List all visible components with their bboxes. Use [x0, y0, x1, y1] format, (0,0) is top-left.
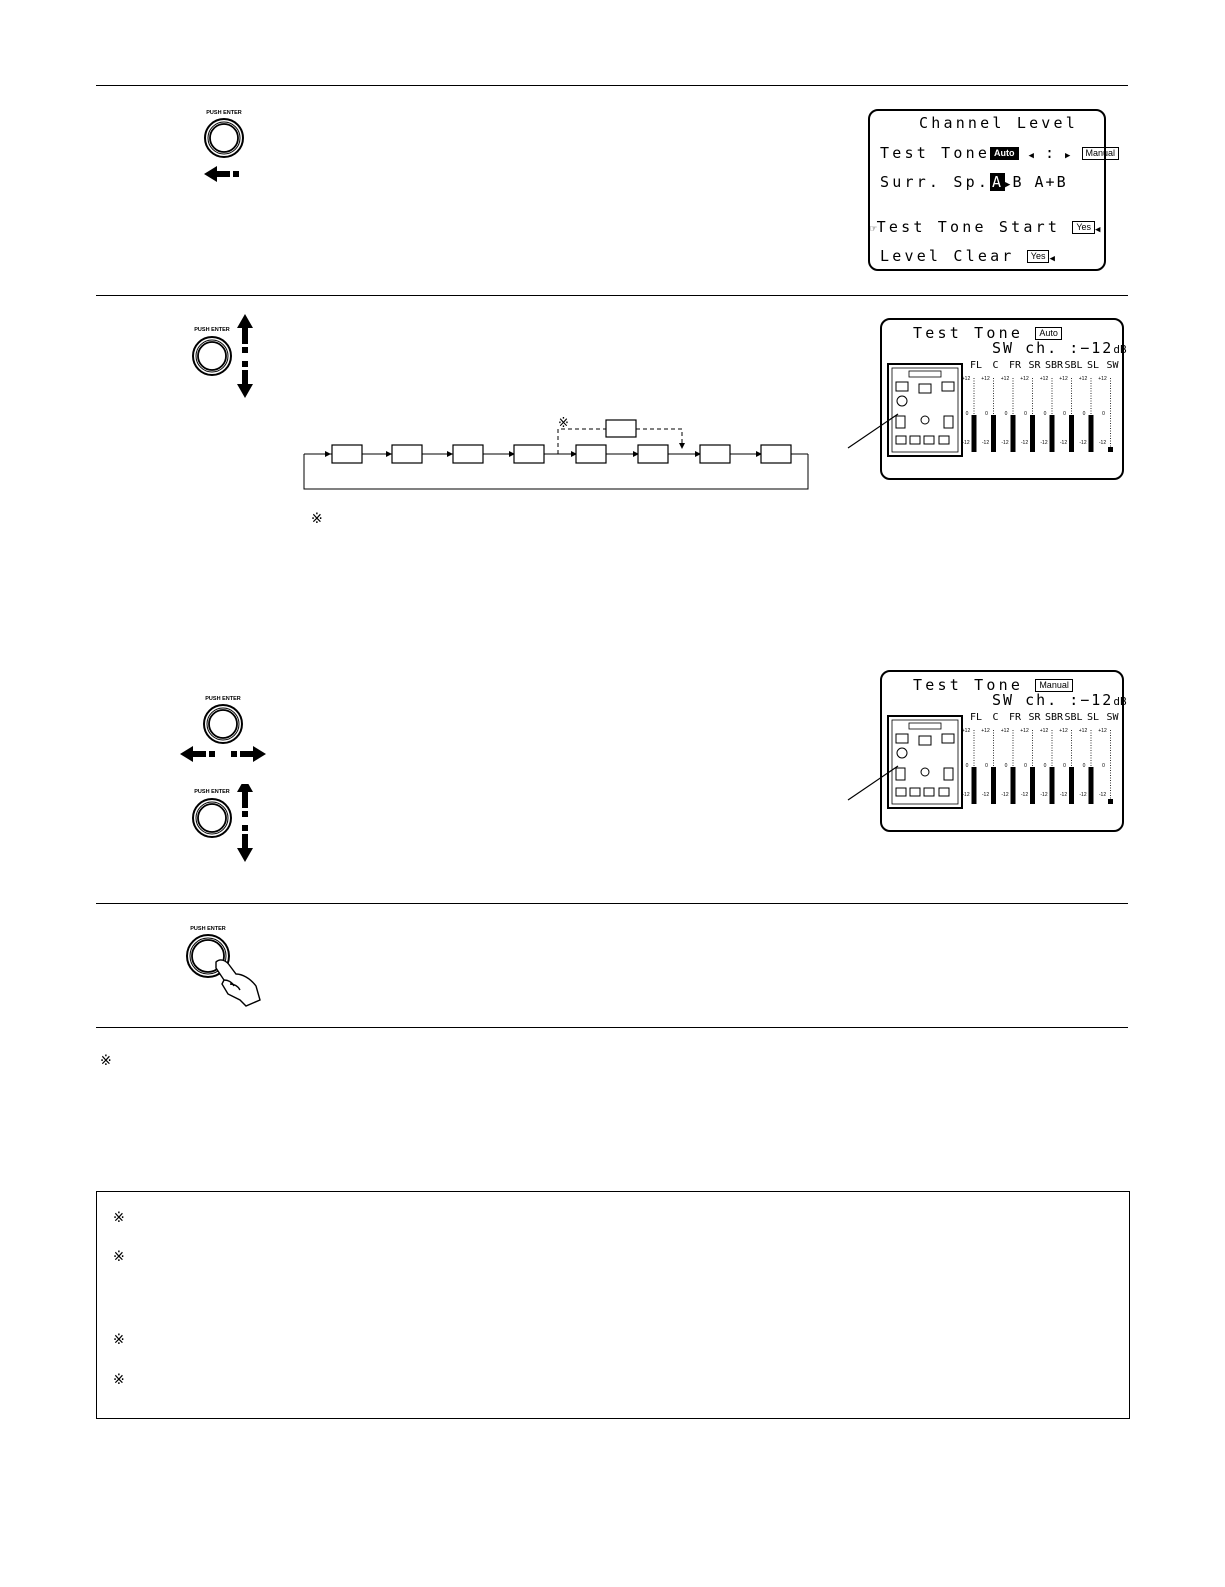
scale-mid-label: 0	[1004, 763, 1008, 769]
step2-knob-group	[190, 312, 270, 402]
knob-icon	[205, 119, 243, 157]
meter-bar	[1108, 799, 1113, 804]
lcd1-surr-values	[990, 173, 1068, 191]
scale-top-label: +12	[1020, 728, 1029, 734]
arrow-left-small-icon: ◀	[1049, 254, 1055, 264]
flow-box-optional	[606, 420, 636, 437]
channel-label: C	[992, 712, 999, 723]
channel-label: SBR	[1044, 360, 1064, 371]
lcd1-test-tone-values	[990, 144, 1119, 162]
meter-bar	[991, 767, 996, 804]
scale-top-label: +12	[1059, 728, 1068, 734]
meter-bar	[1011, 415, 1016, 452]
lcd2-readout: SW ch. :−12	[992, 339, 1114, 357]
scale-top-label: +12	[1098, 376, 1107, 382]
scale-top-label: +12	[981, 728, 990, 734]
lcd-test-tone-manual	[880, 670, 1127, 832]
step4-knob-press	[184, 924, 274, 1008]
scale-top-label: +12	[981, 376, 990, 382]
scale-top-label: +12	[961, 376, 971, 382]
channel-label: SR	[1028, 360, 1041, 371]
scale-mid-label: 0	[1024, 763, 1027, 769]
lcd-channel-level	[868, 109, 1116, 271]
channel-label: FL	[969, 360, 983, 371]
scale-bottom-label: -12	[981, 440, 990, 446]
channel-flow-diagram	[300, 410, 830, 496]
arrow-left-small-icon: ◀	[1028, 151, 1035, 161]
lcd3-callout-line	[846, 762, 906, 802]
knob-label: PUSH ENTER	[206, 110, 242, 116]
lcd1-surr-label: Surr. Sp.	[880, 173, 991, 191]
scale-bottom-label: -12	[1001, 440, 1009, 446]
arrow-down-icon	[237, 361, 253, 398]
lcd1-test-tone-label: Test Tone	[880, 144, 991, 162]
scale-top-label: +12	[1078, 728, 1088, 734]
note-mark: ※	[100, 1053, 112, 1069]
scale-top-label: +12	[1000, 728, 1010, 734]
scale-bottom-label: -12	[1079, 792, 1087, 798]
arrow-right-small-icon: ▶	[1005, 180, 1013, 190]
scale-top-label: +12	[1039, 376, 1049, 382]
scale-mid-label: 0	[1102, 763, 1105, 769]
note-mark: ※	[311, 511, 323, 527]
meter-bar	[1069, 767, 1074, 804]
section-rule-4	[96, 1027, 1128, 1028]
scale-bottom-label: -12	[1059, 440, 1068, 446]
scale-bottom-label: -12	[962, 440, 970, 446]
scale-bottom-label: -12	[981, 792, 990, 798]
channel-label: FL	[969, 712, 983, 723]
scale-mid-label: 0	[1063, 411, 1066, 417]
knob-label: PUSH ENTER	[194, 789, 230, 795]
meter-bar	[1089, 415, 1094, 452]
scale-mid-label: 0	[1024, 411, 1027, 417]
step1-knob-group	[186, 108, 266, 188]
lcd2-title: Test Tone	[913, 324, 1024, 342]
arrow-left-icon	[180, 746, 215, 762]
meter-bar	[1050, 415, 1055, 452]
scale-mid-label: 0	[985, 763, 988, 769]
note-mark: ※	[113, 1332, 125, 1348]
lcd3-mode-badge: Manual	[1035, 679, 1073, 692]
meter-bar	[1069, 415, 1074, 452]
scale-mid-label: 0	[1082, 411, 1086, 417]
arrow-right-small-icon: ▶	[1065, 151, 1072, 161]
scale-bottom-label: -12	[1098, 440, 1107, 446]
knob-label: PUSH ENTER	[190, 926, 226, 932]
pointer-hand-icon: ☞	[870, 222, 877, 235]
arrow-up-icon	[237, 314, 253, 353]
channel-label: SL	[1086, 712, 1100, 723]
scale-bottom-label: -12	[1079, 440, 1087, 446]
meter-bar	[1089, 767, 1094, 804]
lcd3-meter-area	[882, 710, 1122, 828]
scale-bottom-label: -12	[1040, 792, 1048, 798]
step3-knob-left-right	[178, 694, 278, 769]
scale-bottom-label: -12	[1020, 792, 1029, 798]
knob-icon	[193, 799, 231, 837]
scale-bottom-label: -12	[962, 792, 970, 798]
knob-icon	[193, 337, 231, 375]
scale-mid-label: 0	[965, 763, 969, 769]
scale-top-label: +12	[1078, 376, 1088, 382]
lcd1-start-label: Test Tone Start	[876, 218, 1061, 236]
scale-mid-label: 0	[1043, 763, 1047, 769]
meter-bar	[1030, 415, 1035, 452]
scale-top-label: +12	[1039, 728, 1049, 734]
scale-mid-label: 0	[965, 411, 969, 417]
scale-top-label: +12	[961, 728, 971, 734]
scale-top-label: +12	[1020, 376, 1029, 382]
section-rule-3	[96, 903, 1128, 904]
channel-label: SBL	[1064, 360, 1083, 371]
knob-label: PUSH ENTER	[194, 327, 230, 333]
scale-top-label: +12	[1059, 376, 1068, 382]
meter-bar	[991, 415, 996, 452]
channel-label: SBL	[1064, 712, 1083, 723]
lcd2-callout-line	[846, 410, 906, 450]
scale-bottom-label: -12	[1098, 792, 1107, 798]
scale-top-label: +12	[1000, 376, 1010, 382]
note-mark: ※	[558, 416, 569, 431]
lcd1-start-row	[870, 218, 1100, 236]
lcd3-title: Test Tone	[913, 676, 1024, 694]
flow-return-line	[304, 454, 808, 489]
arrow-up-icon	[237, 784, 253, 817]
scale-mid-label: 0	[1043, 411, 1047, 417]
note-mark: ※	[113, 1372, 125, 1388]
arrow-down-icon	[237, 825, 253, 862]
channel-label: SR	[1028, 712, 1041, 723]
meter-bar	[972, 767, 977, 804]
test-tone-manual-badge: Manual	[1082, 147, 1120, 160]
scale-mid-label: 0	[985, 411, 988, 417]
scale-bottom-label: -12	[1040, 440, 1048, 446]
notes-box	[96, 1191, 1130, 1419]
channel-label: FR	[1008, 360, 1022, 371]
knob-label: PUSH ENTER	[205, 696, 241, 702]
meter-bar	[1030, 767, 1035, 804]
meter-bar	[1108, 447, 1113, 452]
note-mark: ※	[113, 1210, 125, 1226]
channel-label: FR	[1008, 712, 1022, 723]
arrow-left-icon	[204, 166, 239, 182]
lcd3-readout-row	[992, 691, 1127, 709]
scale-bottom-label: -12	[1020, 440, 1029, 446]
channel-label: SBR	[1044, 712, 1064, 723]
meter-bar	[1011, 767, 1016, 804]
surr-selected-badge: A	[992, 173, 1004, 191]
surr-options: B A+B	[1012, 173, 1068, 191]
channel-label: SW	[1106, 360, 1119, 371]
lcd1-title: Channel Level	[919, 114, 1078, 132]
lcd-test-tone-auto	[880, 318, 1127, 480]
step3-knob-up-down	[190, 784, 270, 874]
scale-mid-label: 0	[1004, 411, 1008, 417]
scale-mid-label: 0	[1063, 763, 1066, 769]
scale-bottom-label: -12	[1001, 792, 1009, 798]
scale-bottom-label: -12	[1059, 792, 1068, 798]
lcd2-readout-row	[992, 339, 1127, 357]
lcd2-readout-unit: dB	[1113, 343, 1127, 356]
test-tone-separator: :	[1044, 144, 1056, 162]
arrow-left-small-icon: ◀	[1095, 225, 1101, 235]
lcd3-readout: SW ch. :−12	[992, 691, 1114, 709]
start-yes-badge: Yes	[1072, 221, 1095, 234]
lcd1-clear-row	[880, 247, 1055, 265]
section-rule-2	[96, 295, 1128, 296]
scale-mid-label: 0	[1102, 411, 1105, 417]
channel-label: C	[992, 360, 999, 371]
test-tone-auto-badge: Auto	[990, 147, 1019, 160]
section-rule-1	[96, 85, 1128, 86]
meter-bar	[1050, 767, 1055, 804]
lcd2-mode-badge: Auto	[1035, 327, 1062, 340]
knob-icon	[204, 705, 242, 743]
note-mark: ※	[113, 1249, 125, 1265]
pressing-hand-icon	[216, 960, 260, 1006]
scale-top-label: +12	[1098, 728, 1107, 734]
meter-bar	[972, 415, 977, 452]
scale-mid-label: 0	[1082, 763, 1086, 769]
channel-label: SL	[1086, 360, 1100, 371]
lcd2-meter-area	[882, 358, 1122, 476]
lcd1-clear-label: Level Clear	[880, 247, 1015, 265]
channel-label: SW	[1106, 712, 1119, 723]
lcd3-readout-unit: dB	[1113, 695, 1127, 708]
arrow-right-icon	[231, 746, 266, 762]
clear-yes-badge: Yes	[1027, 250, 1050, 263]
